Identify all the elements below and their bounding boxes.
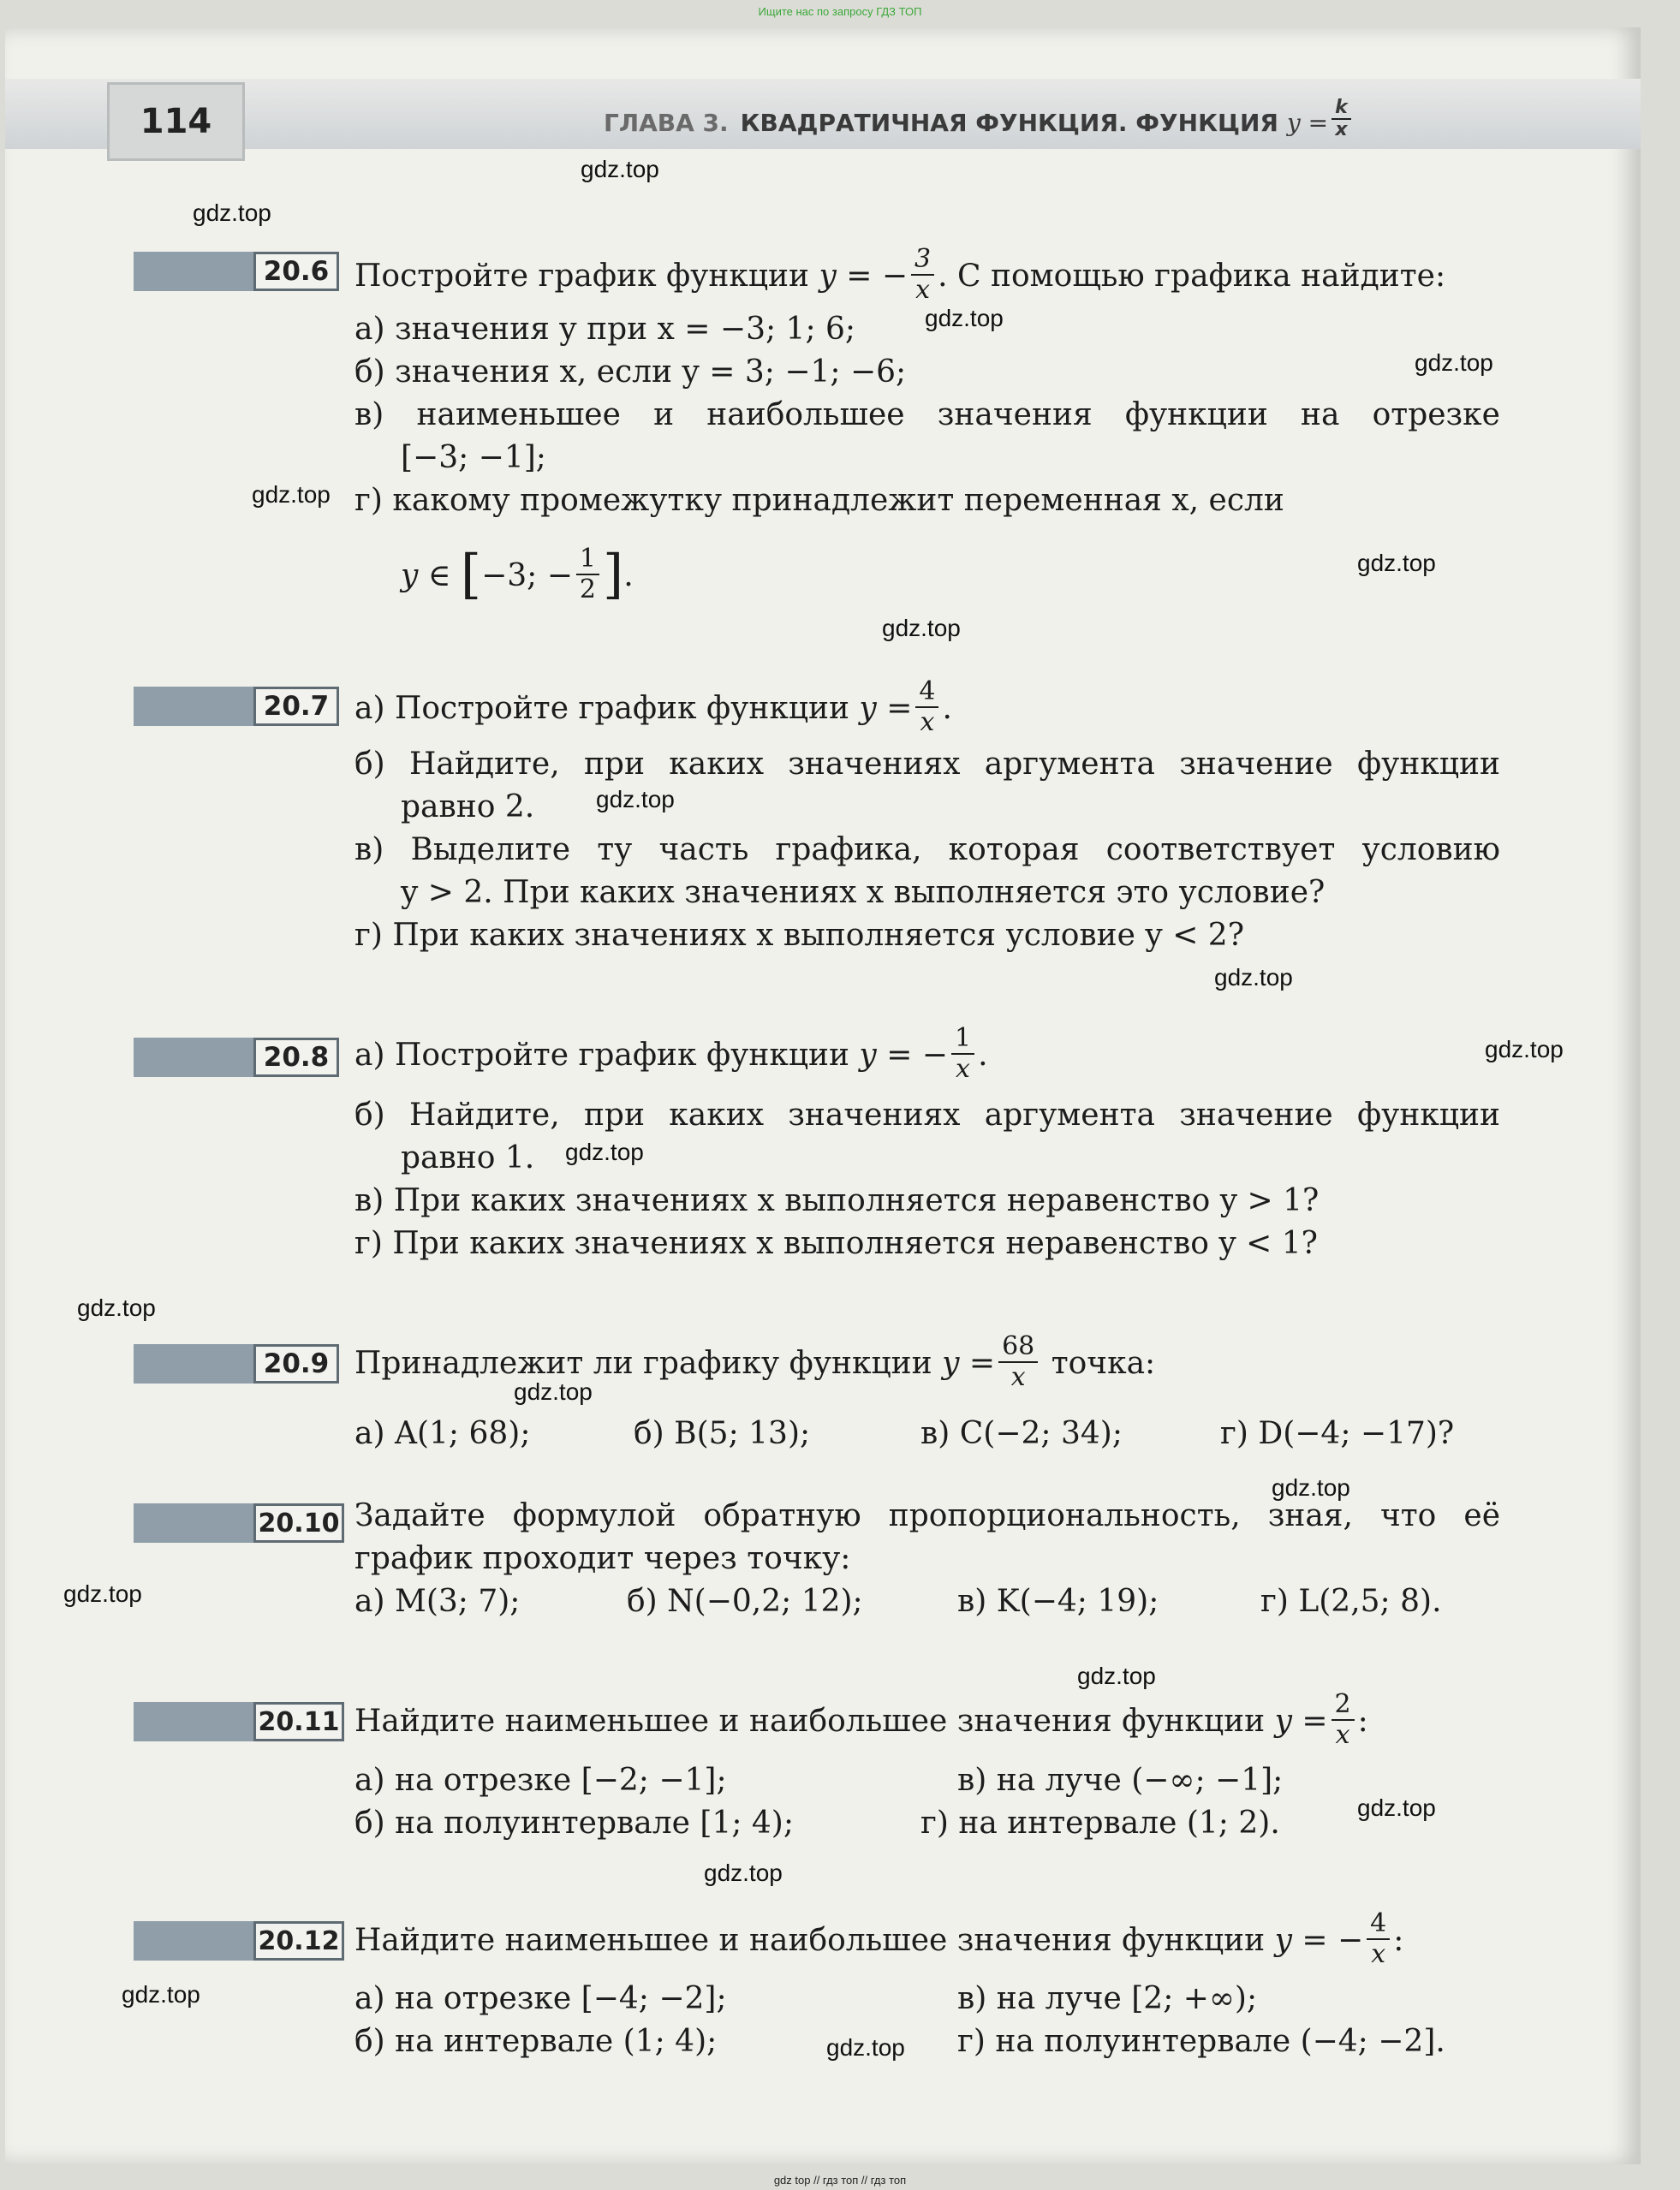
item-g: г) на интервале (1; 2).	[920, 1806, 1280, 1841]
problem-number: 20.12	[253, 1921, 344, 1961]
item-a: а) Постройте график функции y = − $\frac{1}{x}$ .	[354, 1023, 988, 1084]
watermark: gdz.top	[704, 1860, 783, 1886]
top-banner-link[interactable]: Ищите нас по запросу ГДЗ ТОП	[758, 5, 922, 18]
item-g: г) какому промежутку принадлежит переменная x, если	[354, 483, 1284, 518]
item-v: в) наименьшее и наибольшее значения функции на отрезке	[354, 397, 1500, 432]
watermark: gdz.top	[77, 1294, 156, 1321]
item-v: в) При каких значениях x выполняется неравенство y > 1?	[354, 1183, 1320, 1218]
item-b: б) значения x, если y = 3; −1; −6;	[354, 354, 907, 390]
chapter-title	[604, 97, 1355, 144]
watermark: gdz.top	[193, 199, 271, 226]
item-b-cont: равно 2.	[401, 789, 535, 824]
item-b: б) N(−0,2; 12);	[627, 1584, 863, 1619]
problem-number: 20.10	[253, 1503, 344, 1543]
problem-bar	[134, 1702, 260, 1741]
item-b: б) на полуинтервале [1; 4);	[354, 1806, 794, 1841]
item-a: а) M(3; 7);	[354, 1584, 521, 1619]
item-v-cont: [−3; −1];	[401, 440, 546, 475]
problem-statement: Задайте формулой обратную пропорциональность, зная, что её	[354, 1498, 1500, 1533]
watermark: gdz.top	[1214, 964, 1293, 991]
item-b-cont: равно 1.	[401, 1140, 535, 1175]
problem-number: 20.6	[253, 252, 339, 291]
chapter-title-text: КВАДРАТИЧНАЯ ФУНКЦИЯ. ФУНКЦИЯ	[740, 108, 1278, 137]
problem-statement: Принадлежит ли графику функции y = $\frac{68}{x}$ точка:	[354, 1331, 1156, 1392]
item-v: в) Выделите ту часть графика, которая соответствует условию	[354, 832, 1500, 867]
watermark: gdz.top	[1077, 1663, 1156, 1689]
watermark: gdz.top	[252, 481, 331, 508]
watermark: gdz.top	[514, 1378, 593, 1405]
item-a: а) на отрезке [−2; −1];	[354, 1763, 727, 1798]
problem-bar	[134, 1344, 260, 1384]
item-g: г) на полуинтервале (−4; −2].	[957, 2024, 1445, 2059]
problem-statement: Постройте график функции y = − $\frac{3}{x}$ . С помощью графика найдите:	[354, 244, 1446, 305]
item-g: г) При каких значениях x выполняется условие y < 2?	[354, 918, 1245, 953]
item-v: в) K(−4; 19);	[957, 1584, 1159, 1619]
item-v: в) на луче [2; +∞);	[957, 1981, 1258, 2016]
footer-links[interactable]: gdz top // гдз топ // гдз топ	[773, 2174, 907, 2187]
watermark: gdz.top	[826, 2034, 905, 2061]
problem-bar	[134, 1038, 260, 1077]
watermark: gdz.top	[925, 305, 1004, 331]
item-a: а) Постройте график функции y = $\frac{4}{x}$ .	[354, 676, 952, 737]
watermark: gdz.top	[1357, 1794, 1436, 1821]
item-b: б) Найдите, при каких значениях аргумента значение функции	[354, 747, 1500, 782]
watermark: gdz.top	[882, 615, 961, 641]
item-a: а) A(1; 68);	[354, 1416, 531, 1451]
watermark: gdz.top	[63, 1580, 142, 1607]
problem-bar	[134, 687, 260, 726]
watermark: gdz.top	[1272, 1474, 1350, 1501]
problem-number: 20.9	[253, 1344, 339, 1384]
watermark: gdz.top	[1485, 1036, 1564, 1062]
watermark: gdz.top	[565, 1139, 644, 1165]
watermark: gdz.top	[596, 786, 675, 812]
watermark: gdz.top	[122, 1981, 200, 2008]
item-g: г) При каких значениях x выполняется неравенство y < 1?	[354, 1226, 1318, 1261]
item-v: в) C(−2; 34);	[920, 1416, 1123, 1451]
item-v-cont: y > 2. При каких значениях x выполняется это условие?	[401, 875, 1326, 910]
watermark: gdz.top	[1415, 349, 1493, 376]
item-b: б) B(5; 13);	[634, 1416, 811, 1451]
item-a: а) значения y при x = −3; 1; 6;	[354, 312, 856, 347]
chapter-fraction: $\frac{k}{x}$	[1331, 98, 1351, 140]
problem-bar	[134, 1503, 260, 1543]
item-g-cont: y ∈ [−3; − $\frac{1}{2}$ ].	[401, 543, 634, 605]
item-g: г) D(−4; −17)?	[1220, 1416, 1455, 1451]
problem-bar	[134, 252, 260, 291]
problem-number: 20.7	[253, 687, 339, 726]
page-number: 114	[107, 82, 245, 161]
watermark: gdz.top	[1357, 550, 1436, 576]
chapter-function: y =	[1286, 108, 1329, 137]
problem-statement: Найдите наименьшее и наибольшее значения функции y = $\frac{2}{x}$ :	[354, 1689, 1368, 1750]
item-b: б) на интервале (1; 4);	[354, 2024, 718, 2059]
watermark: gdz.top	[581, 156, 659, 182]
item-b: б) Найдите, при каких значениях аргумента значение функции	[354, 1098, 1500, 1133]
problem-statement-cont: график проходит через точку:	[354, 1541, 851, 1576]
problem-number: 20.8	[253, 1038, 339, 1077]
item-a: а) на отрезке [−4; −2];	[354, 1981, 727, 2016]
problem-number: 20.11	[253, 1702, 344, 1741]
item-v: в) на луче (−∞; −1];	[957, 1763, 1284, 1798]
problem-statement: Найдите наименьшее и наибольшее значения функции y = − $\frac{4}{x}$ :	[354, 1908, 1404, 1969]
item-g: г) L(2,5; 8).	[1260, 1584, 1442, 1619]
problem-bar	[134, 1921, 260, 1961]
chapter-label: ГЛАВА 3.	[604, 108, 729, 137]
